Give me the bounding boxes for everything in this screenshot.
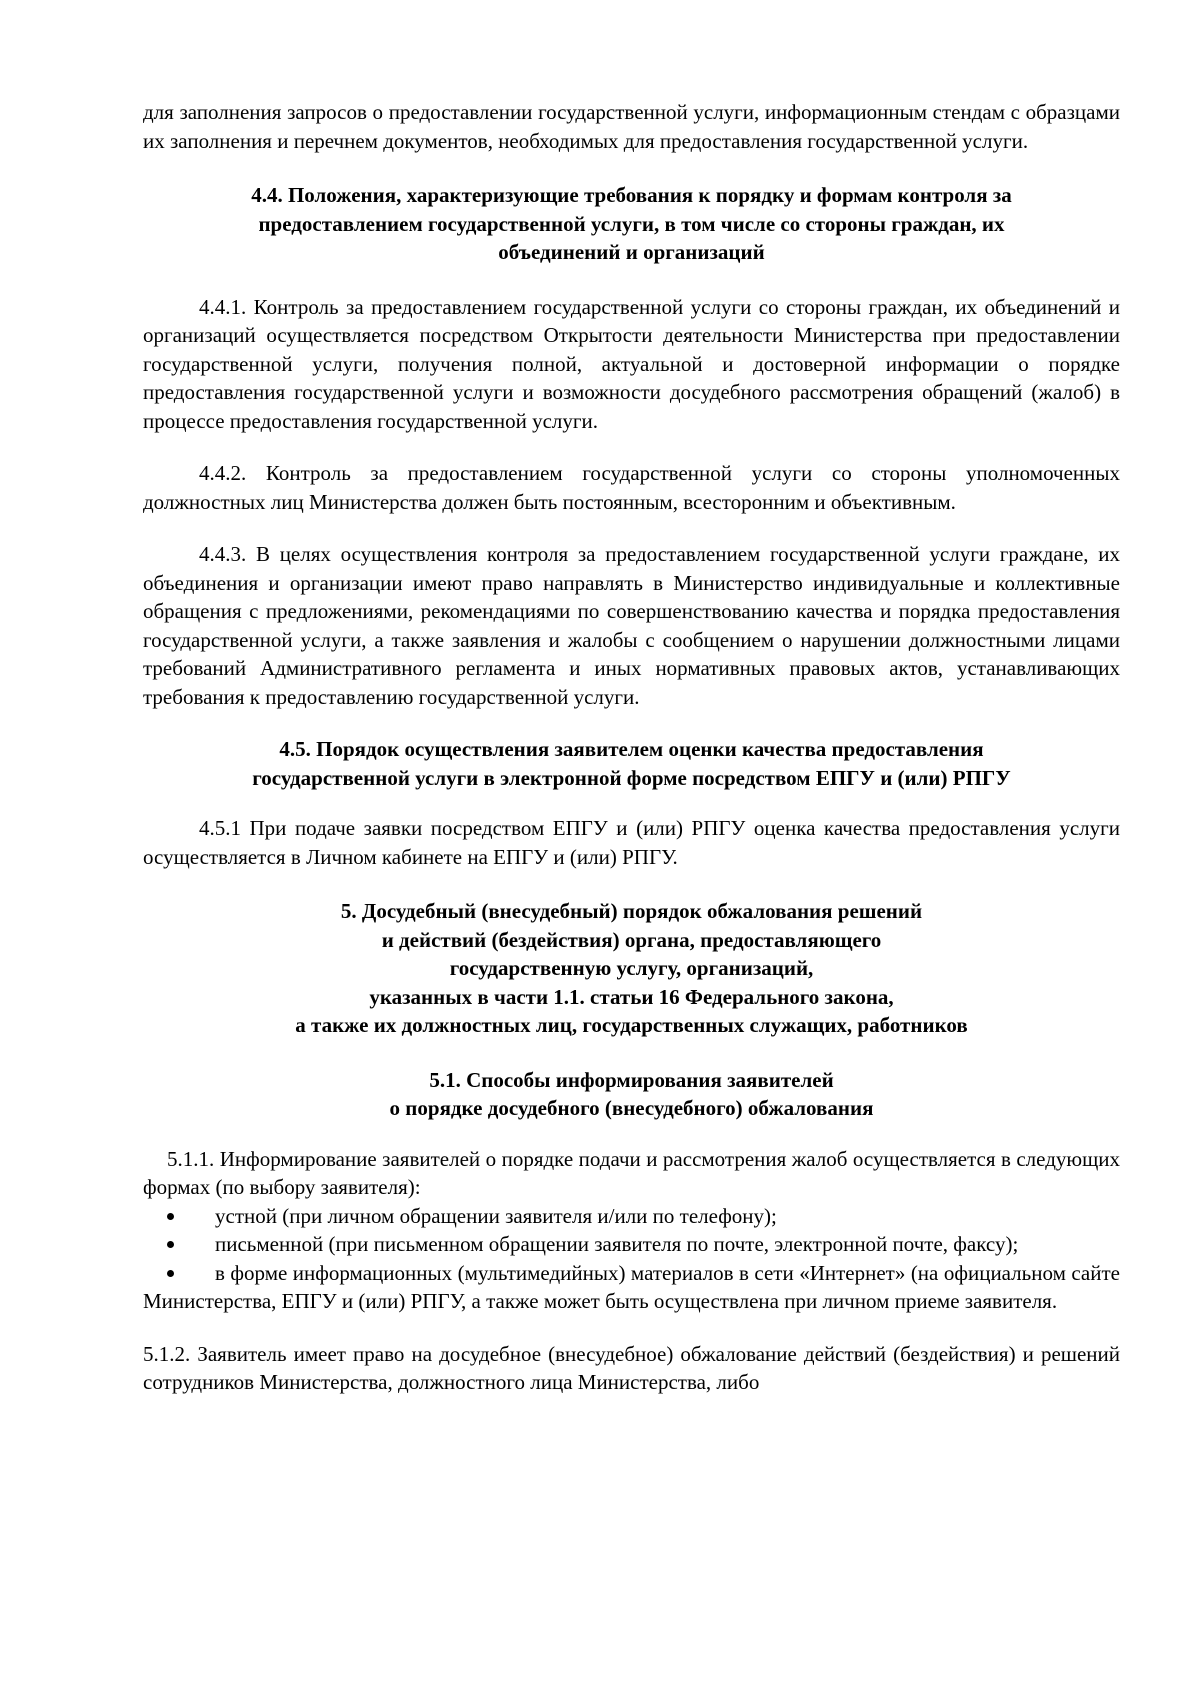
heading-line: о порядке досудебного (внесудебного) обжалования — [389, 1096, 874, 1120]
section-5-heading — [143, 897, 1120, 1040]
heading-line: предоставлением государственной услуги, в том числе со стороны граждан, их — [258, 211, 1005, 236]
heading-line: 4.4. Положения, характеризующие требования к порядку и формам контроля за — [251, 183, 1012, 207]
bullet-text: в форме информационных (мультимедийных) материалов в сети «Интернет» (на официальном сайте Министерства, ЕПГУ и (или) РПГУ, а также может быть осуществлена при личном приеме заявителя. — [143, 1260, 1120, 1313]
heading-line: указанных в части 1.1. статьи 16 Федерального закона, — [369, 984, 894, 1009]
paragraph-4-4-1: 4.4.1. Контроль за предоставлением государственной услуги со стороны граждан, их объединений и организаций осуществляется посредством Открытости деятельности Министерства при предоставлении государственной услуги, получения полной, актуальной и достоверной информации о порядке предоставления государственной услуги и возможности досудебного рассмотрения обращений (жалоб) в процессе предоставления государственной услуги. — [143, 294, 1120, 433]
paragraph-5-1-2: 5.1.2. Заявитель имеет право на досудебное (внесудебное) обжалование действий (бездействия) и решений сотрудников Министерства, должностного лица Министерства, либо — [143, 1341, 1120, 1394]
bullet-item — [143, 1230, 1120, 1259]
heading-line: и действий (бездействия) органа, предоставляющего — [381, 927, 882, 952]
bullet-item — [143, 1202, 1120, 1231]
heading-line: государственной услуги в электронной форме посредством ЕПГУ и (или) РПГУ — [252, 765, 1011, 790]
paragraph-4-4-3: 4.4.3. В целях осуществления контроля за предоставлением государственной услуги граждане, их объединения и организации имеют право направлять в Министерство индивидуальные и коллективные обращения с предложениями, рекомендациями по совершенствованию качества и порядка предоставления государственной услуги, а также заявления и жалобы с сообщением о нарушении должностными лицами требований Административного регламента и иных нормативных правовых актов, устанавливающих требования к предоставлению государственной услуги. — [143, 542, 1120, 709]
bullet-icon — [167, 1259, 215, 1288]
section-5-1-heading — [143, 1066, 1120, 1123]
intro-paragraph: для заполнения запросов о предоставлении государственной услуги, информационным стендам с образцами их заполнения и перечнем документов, необходимых для предоставления государственной услуги. — [143, 100, 1120, 153]
bullet-text: письменной (при письменном обращении заявителя по почте, электронной почте, факсу); — [215, 1232, 1019, 1256]
section-4-5-heading — [143, 735, 1120, 792]
heading-line: а также их должностных лиц, государственных служащих, работников — [295, 1013, 968, 1037]
bullet-text: устной (при личном обращении заявителя и/или по телефону); — [215, 1203, 777, 1228]
heading-line: 5. Досудебный (внесудебный) порядок обжалования решений — [340, 899, 923, 923]
section-4-4-heading — [143, 181, 1120, 267]
heading-line: государственную услугу, организаций, — [449, 956, 814, 980]
paragraph-5-1-1: 5.1.1. Информирование заявителей о порядке подачи и рассмотрения жалоб осуществляется в следующих формах (по выбору заявителя): — [143, 1146, 1120, 1199]
paragraph-4-5-1: 4.5.1 При подаче заявки посредством ЕПГУ и (или) РПГУ оценка качества предоставления услуги осуществляется в Личном кабинете на ЕПГУ и (или) РПГУ. — [143, 816, 1120, 869]
document-page — [143, 98, 1120, 1397]
bullet-icon — [167, 1230, 215, 1259]
heading-line: 5.1. Способы информирования заявителей — [429, 1067, 834, 1092]
bullet-item — [143, 1259, 1120, 1316]
heading-line: 4.5. Порядок осуществления заявителем оценки качества предоставления — [279, 737, 984, 761]
paragraph-4-4-2: 4.4.2. Контроль за предоставлением государственной услуги со стороны уполномоченных должностных лиц Министерства должен быть постоянным, всесторонним и объективным. — [143, 461, 1120, 514]
heading-line: объединений и организаций — [498, 240, 765, 264]
bullet-icon — [167, 1202, 215, 1231]
